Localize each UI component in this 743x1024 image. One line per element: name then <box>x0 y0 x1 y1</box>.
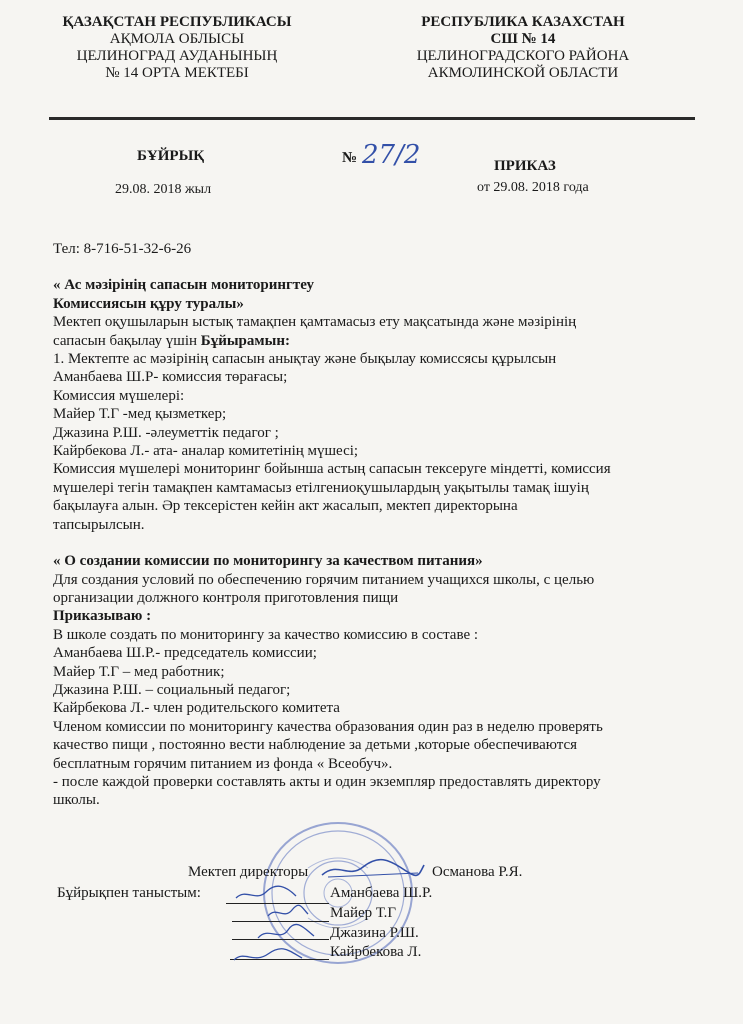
kz-title-line-1: « Ас мәзірінің сапасын мониторингтеу <box>53 277 315 294</box>
kz-line: мүшелері тегін тамақпен камтамасыз етілгениоқушылардың уақытылы тамақ ішуің <box>53 479 589 496</box>
header-left-line-2: АҚМОЛА ОБЛЫСЫ <box>109 31 245 47</box>
ru-intro-line: Для создания условий по обеспечению горячим питанием учащихся школы, с целью <box>53 571 595 588</box>
header-left-line-3: ЦЕЛИНОГРАД АУДАНЫНЫҢ <box>76 48 278 64</box>
kz-line: Майер Т.Г -мед қызметкер; <box>53 406 227 423</box>
director-label: Мектеп директоры <box>188 864 309 880</box>
acquainted-label: Бұйрықпен таныстым: <box>57 885 201 901</box>
kz-line: Джазина Р.Ш. -әлеуметтік педагог ; <box>53 424 279 441</box>
phone: Тел: 8-716-51-32-6-26 <box>53 241 192 257</box>
ru-line: Майер Т.Г – мед работник; <box>53 663 225 680</box>
ru-intro-line: организации должного контроля приготовления пищи <box>53 589 399 606</box>
kz-title-line-2: Комиссиясын құру туралы» <box>53 295 244 312</box>
kz-line: тапсырылсын. <box>53 516 145 533</box>
handwritten-signatures <box>228 880 338 970</box>
order-kz-date: 29.08. 2018 жыл <box>115 182 212 197</box>
kz-line: Аманбаева Ш.Р- комиссия төрағасы; <box>53 369 288 386</box>
kz-line: Комиссия мүшелері мониторинг бойынша астың сапасын тексеруге міндетті, комиссия <box>53 461 611 478</box>
ru-line: - после каждой проверки составлять акты и один экземпляр предоставлять директору <box>53 773 601 790</box>
kz-order-word: Бұйырамын: <box>200 332 290 349</box>
order-kz-title: БҰЙРЫҚ <box>137 148 205 164</box>
kz-line: Кайрбекова Л.- ата- аналар комитетінің мүшесі; <box>53 443 359 460</box>
ru-order-word: Приказываю : <box>53 608 152 625</box>
director-name: Османова Р.Я. <box>432 864 523 880</box>
header-left <box>62 14 292 82</box>
acquainted-name: Аманбаева Ш.Р. <box>330 885 433 901</box>
ru-line: качество пищи , постоянно вести наблюдение за детьми ,которые обеспечиваются <box>53 737 578 754</box>
order-body <box>53 240 703 810</box>
order-ru-title: ПРИКАЗ <box>494 158 556 174</box>
kz-line: 1. Мектепте ас мәзірінің сапасын анықтау және бықылау комиссясы құрылсын <box>53 351 557 368</box>
header-rule <box>49 117 695 120</box>
header-left-line-4: № 14 ОРТА МЕКТЕБІ <box>105 65 249 81</box>
header-right <box>398 14 648 82</box>
header-right-line-1: РЕСПУБЛИКА КАЗАХСТАН <box>421 14 625 30</box>
order-ru-date: от 29.08. 2018 года <box>477 180 589 195</box>
order-number-label: № <box>342 150 358 166</box>
ru-line: школы. <box>53 792 100 809</box>
ru-line: Кайрбекова Л.- член родительского комитета <box>53 700 340 717</box>
acquainted-name: Джазина Р.Ш. <box>330 925 419 941</box>
order-number-handwritten: 27/2 <box>362 140 421 170</box>
ru-line: В школе создать по мониторингу за качество комиссию в составе : <box>53 626 479 643</box>
ru-line: Джазина Р.Ш. – социальный педагог; <box>53 681 291 698</box>
acquainted-name: Майер Т.Г <box>330 905 397 921</box>
kz-intro-line-1: Мектеп оқушыларын ыстық тамақпен қамтамасыз ету мақсатында және мәзірінің <box>53 314 577 331</box>
director-signature <box>318 855 428 883</box>
ru-line: Аманбаева Ш.Р.- председатель комиссии; <box>53 645 317 662</box>
kz-line: бақылауға алын. Әр тексерістен кейін акт жасалып, мектеп директорына <box>53 498 518 515</box>
ru-line: Членом комиссии по мониторингу качества образования один раз в неделю проверять <box>53 718 603 735</box>
ru-title: « О создании комиссии по мониторингу за качеством питания» <box>53 553 483 570</box>
header-right-line-2: СШ № 14 <box>490 31 556 47</box>
kz-line: Комиссия мүшелері: <box>53 387 185 404</box>
acquainted-name: Кайрбекова Л. <box>330 944 422 960</box>
header-left-line-1: ҚАЗАҚСТАН РЕСПУБЛИКАСЫ <box>62 14 292 30</box>
header-right-line-4: АКМОЛИНСКОЙ ОБЛАСТИ <box>427 65 619 81</box>
kz-intro-line-2 <box>53 332 703 350</box>
ru-line: бесплатным горячим питанием из фонда « Всеобуч». <box>53 755 393 772</box>
header-right-line-3: ЦЕЛИНОГРАДСКОГО РАЙОНА <box>416 48 630 64</box>
kz-intro-text: сапасын бақылау үшін <box>53 332 201 349</box>
